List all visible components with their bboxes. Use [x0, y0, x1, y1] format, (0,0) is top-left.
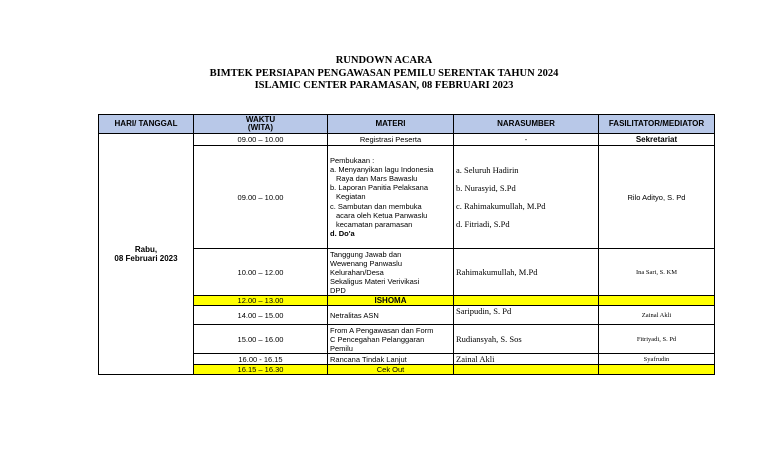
waktu-cell: 09.00 – 10.00 [194, 134, 328, 146]
fasilitator-cell [599, 365, 715, 375]
fasilitator-cell: Ina Sari, S. KM [599, 249, 715, 296]
materi-line: Tanggung Jawab dan [330, 249, 402, 259]
materi-cell: Cek Out [328, 365, 454, 375]
materi-line: Pembukaan : [330, 155, 375, 165]
materi-line: C Pencegahan Pelanggaran [330, 334, 425, 344]
fasilitator-cell: Syafrudin [599, 354, 715, 365]
materi-line: Raya dan Mars Bawaslu [336, 173, 418, 183]
table-row [99, 134, 715, 146]
narasumber-cell: Rudiansyah, S. Sos [454, 325, 599, 354]
materi-line: Kelurahan/Desa [330, 267, 384, 277]
fasilitator-cell: Rilo Adityo, S. Pd [599, 146, 715, 249]
materi-cell: Registrasi Peserta [328, 134, 454, 146]
materi-cell [328, 325, 454, 354]
waktu-cell: 14.00 – 15.00 [194, 306, 328, 325]
waktu-cell: 10.00 – 12.00 [194, 249, 328, 296]
materi-cell: ISHOMA [328, 296, 454, 306]
narasumber-line: c. Rahimakumullah, M.Pd [456, 201, 546, 211]
header-waktu-line1: WAKTU [245, 115, 276, 124]
materi-cell [328, 146, 454, 249]
rundown-table [98, 114, 715, 375]
header-narasumber: NARASUMBER [454, 115, 599, 134]
document-title-block [0, 55, 768, 93]
materi-line: DPD [330, 285, 346, 295]
header-waktu-line2: (WITA) [247, 123, 274, 132]
day-line1: Rabu, [134, 245, 158, 254]
fasilitator-cell: Fitriyadi, S. Pd [599, 325, 715, 354]
narasumber-cell: Rahimakumullah, M.Pd [454, 249, 599, 296]
materi-line: Sekaligus Materi Verivikasi [330, 276, 420, 286]
narasumber-line: a. Seluruh Hadirin [456, 165, 519, 175]
title-line-3: ISLAMIC CENTER PARAMASAN, 08 FEBRUARI 2023 [254, 80, 514, 91]
materi-line: Pemilu [330, 343, 353, 353]
materi-line: b. Laporan Panitia Pelaksana [330, 183, 428, 193]
materi-line: acara oleh Ketua Panwaslu [336, 210, 428, 220]
waktu-cell: 16.00 - 16.15 [194, 354, 328, 365]
narasumber-line: d. Fitriadi, S.Pd [456, 219, 510, 229]
table-header-row [99, 115, 715, 134]
materi-line: kecamatan paramasan [336, 220, 413, 229]
materi-line: d. Do'a [330, 229, 355, 239]
title-line-2: BIMTEK PERSIAPAN PENGAWASAN PEMILU SERENTAK TAHUN 2024 [209, 67, 559, 79]
materi-cell: Rancana Tindak Lanjut [328, 354, 454, 365]
title-line-1: RUNDOWN ACARA [335, 55, 433, 66]
narasumber-line: b. Nurasyid, S.Pd [456, 183, 516, 193]
waktu-cell: 09.00 – 10.00 [194, 146, 328, 249]
materi-line: a. Menyanyikan lagu Indonesia [330, 164, 434, 174]
materi-line: Wewenang Panwaslu [330, 258, 402, 268]
waktu-cell: 15.00 – 16.00 [194, 325, 328, 354]
narasumber-cell [454, 365, 599, 375]
narasumber-cell: - [454, 134, 599, 146]
narasumber-cell [454, 296, 599, 306]
header-fasilitator: FASILITATOR/MEDIATOR [599, 115, 715, 134]
header-hari-tanggal: HARI/ TANGGAL [99, 115, 194, 134]
narasumber-cell: Saripudin, S. Pd [454, 306, 599, 325]
materi-line: Kegiatan [336, 192, 366, 202]
waktu-cell: 12.00 – 13.00 [194, 296, 328, 306]
materi-line: From A Pengawasan dan Form [330, 325, 434, 335]
fasilitator-cell: Sekretariat [599, 134, 715, 146]
day-line2: 08 Februari 2023 [114, 254, 178, 263]
materi-line: c. Sambutan dan membuka [330, 201, 422, 211]
day-cell [99, 134, 194, 375]
materi-cell: Netralitas ASN [328, 306, 454, 325]
materi-cell [328, 249, 454, 296]
fasilitator-cell [599, 296, 715, 306]
header-materi: MATERI [328, 115, 454, 134]
header-waktu [194, 115, 328, 134]
narasumber-cell: Zainal Akli [454, 354, 599, 365]
narasumber-cell [454, 146, 599, 249]
waktu-cell: 16.15 – 16.30 [194, 365, 328, 375]
fasilitator-cell: Zainal Akli [599, 306, 715, 325]
